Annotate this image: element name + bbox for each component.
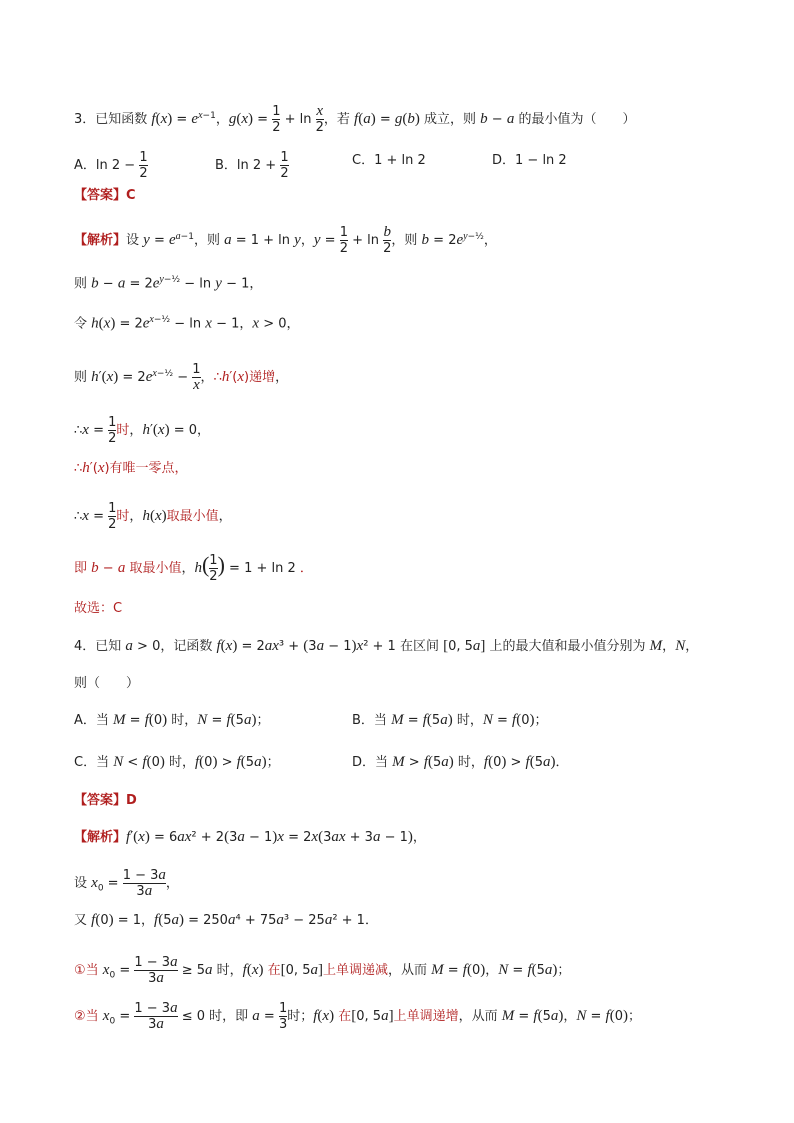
q3-analysis-line-3: 令 $h(x) = 2e^{x-\frac{1}{2}} - \ln x - 1$，x > 0， xyxy=(74,314,300,332)
q4-stem-line-2: 则（ ） xyxy=(74,676,140,691)
q3-analysis-line-7: ∴x = $\frac{1}{2}$ 时，h(x)取最小值， xyxy=(74,501,232,532)
q4-analysis-case-1: ①当 $x_0$ = $\frac{1 - 3a}{3a}$ ≥ 5a 时，f(x) 在[0, 5a]上单调递减，从而 M = f(0)，N = f(5a)； xyxy=(74,954,571,986)
q3-option-b: B．ln 2 + $\frac{1}{2}$ xyxy=(215,150,289,181)
q4-option-a: A．当 M = f(0) 时，N = f(5a)； xyxy=(74,712,270,728)
q3-analysis-conclusion: 故选：C xyxy=(74,601,123,616)
q3-analysis-line-4: 则 $h'(x) = 2e^{x-\frac{1}{2}}$ − $\frac{1}{x}$ ，∴h′(x)递增， xyxy=(74,362,289,393)
q4-stem-line-1: 4．已知 a > 0，记函数 f(x) = 2ax³ + (3a − 1)x² + 1 在区间 [0, 5a] 上的最大值和最小值分别为 M，N， xyxy=(74,638,699,654)
q3-analysis-line-8: 即 b − a 取最小值，h( $\frac{1}{2}$ ) = 1 + ln 2 ． xyxy=(74,552,313,584)
q4-analysis-case-2: ②当 $x_0$ = $\frac{1 - 3a}{3a}$ ≤ 0 时，即 a = $\frac{1}{3}$ 时；f(x) 在[0, 5a]上单调递增，从而 M = f(5a)，N = f(0)； xyxy=(74,1000,642,1032)
q4-option-c: C．当 N < f(0) 时，f(0) > f(5a)； xyxy=(74,754,280,770)
q4-answer: 【答案】D xyxy=(74,793,137,808)
q3-option-d: D．1 − ln 2 xyxy=(492,153,567,168)
q3-stem: 3．已知函数 $f(x) = e^{x-1}$，g(x) = $\frac{1}{2}$ + ln $\frac{x}{2}$ ，若 f(a) = g(b) 成立，则 b − a 的最小值为（ ） xyxy=(74,103,636,135)
q4-option-d: D．当 M > f(5a) 时，f(0) > f(5a)． xyxy=(352,754,569,770)
q3-analysis-line-2: 则 $b - a = 2e^{y-\frac{1}{2}} - \ln y - 1$， xyxy=(74,274,263,292)
q3-option-c: C．1 + ln 2 xyxy=(352,153,426,168)
q4-analysis-line-3: 又 f(0) = 1，f(5a) = 250a⁴ + 75a³ − 25a² + 1． xyxy=(74,912,378,928)
q3-option-a: A．ln 2 − $\frac{1}{2}$ xyxy=(74,150,148,181)
q3-analysis-line-5: ∴x = $\frac{1}{2}$ 时，h′(x) = 0， xyxy=(74,415,210,446)
q3-answer: 【答案】C xyxy=(74,188,136,203)
q4-analysis-line-2: 设 $x_0$ = $\frac{1 - 3a}{3a}$ ， xyxy=(74,867,179,899)
q4-option-b: B．当 M = f(5a) 时，N = f(0)； xyxy=(352,712,548,728)
q3-analysis-line-1: 【解析】设 $y = e^{a-1}$，则 a = 1 + ln y，y = $\frac{1}{2}$ + ln $\frac{b}{2}$ ，则 $b = 2e^{y-\frac{1}{2}}$， xyxy=(74,224,497,256)
q3-analysis-line-6: ∴h′(x)有唯一零点， xyxy=(74,460,188,476)
q4-analysis-line-1: 【解析】f′(x) = 6ax² + 2(3a − 1)x = 2x(3ax + 3a − 1)， xyxy=(74,829,426,845)
